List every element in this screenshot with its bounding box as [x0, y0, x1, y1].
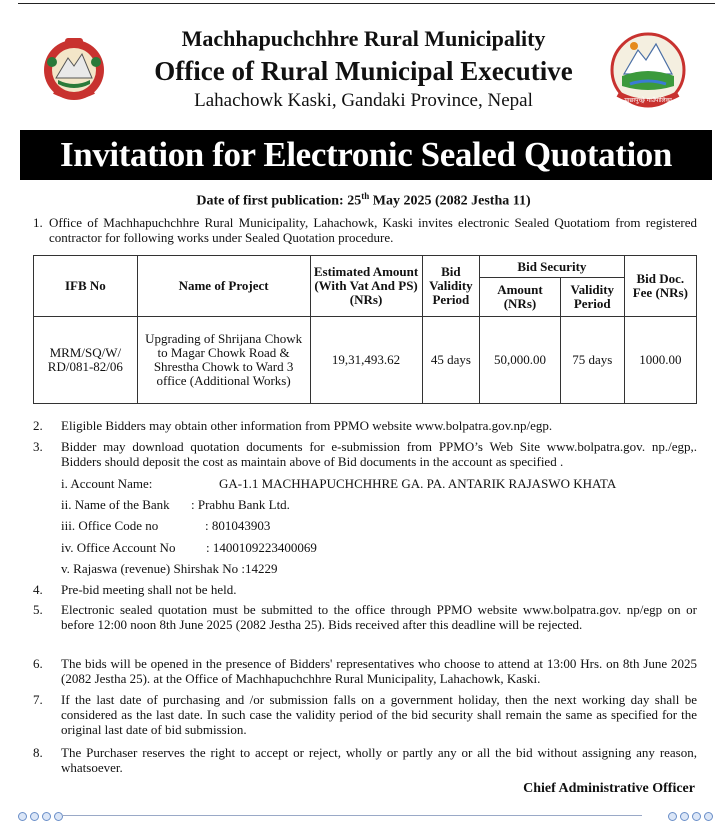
- footer-rule: [62, 815, 642, 816]
- item-text: If the last date of purchasing and /or submission falls on a government holiday, then the next working day shall be considered as the last date. In such case the validity period of the bid security shall remain the same as specified for the original last date of bid submission.: [61, 692, 697, 737]
- item-text: The bids will be opened in the presence of Bidders' representatives who choose to attend at 13:00 Hrs. on 8th June 2025 (2082 Jestha 25). at the Office of Machhapuchchhre Rural Municipality, Lahachowk, Kaski.: [61, 656, 697, 686]
- logo-caption: माछापुच्छ्रे गाउँपालिका: [624, 97, 672, 104]
- item-number: 2.: [33, 418, 43, 433]
- municipality-logo-icon: [608, 30, 688, 110]
- item-number: 6.: [33, 656, 43, 671]
- col-bid-security: Bid Security: [480, 256, 625, 278]
- table-header-row: [34, 256, 697, 278]
- notice-title-banner: Invitation for Electronic Sealed Quotation: [20, 130, 712, 180]
- col-security-validity: Validity Period: [560, 278, 624, 317]
- item-number: 4.: [33, 582, 43, 597]
- municipality-name: Machhapuchchhre Rural Municipality: [181, 26, 546, 51]
- item-text: The Purchaser reserves the right to accept or reject, wholly or partly any or all the bid without assigning any reason, whatsoever.: [61, 745, 697, 775]
- item-text: Bidder may download quotation documents for e-submission from PPMO’s Web Site www.bolpatra.gov. np./egp,. Bidders should deposit the cost as maintain above of Bid documents in the account as specified .: [61, 439, 697, 469]
- col-security-amount: Amount (NRs): [480, 278, 561, 317]
- office-name: Office of Rural Municipal Executive: [154, 56, 573, 86]
- item-number: 3.: [33, 439, 43, 454]
- table-row: [34, 317, 697, 404]
- cell-security-amount: 50,000.00: [480, 317, 561, 404]
- cell-project: Upgrading of Shrijana Chowk to Magar Chowk Road & Shrestha Chowk to Ward 3 office (Additional Works): [137, 317, 310, 404]
- item-number: 8.: [33, 745, 43, 760]
- cell-ifb: MRM/SQ/W/ RD/081-82/06: [34, 317, 138, 404]
- bid-table: [33, 255, 697, 404]
- item-number: 1.: [33, 215, 43, 230]
- col-ifb: IFB No: [34, 256, 138, 317]
- publication-date: Date of first publication: 25th May 2025 (2082 Jestha 11): [196, 191, 531, 209]
- revenue-code-line: v. Rajaswa (revenue) Shirshak No :14229: [61, 561, 278, 576]
- signature-title: Chief Administrative Officer: [523, 781, 695, 796]
- account-name-line: i. Account Name: GA-1.1 MACHHAPUCHCHHRE GA. PA. ANTARIK RAJASWO KHATA: [61, 476, 617, 491]
- item-text: Pre-bid meeting shall not be held.: [61, 582, 237, 597]
- col-fee: Bid Doc. Fee (NRs): [624, 256, 696, 317]
- office-code-line: iii. Office Code no : 801043903: [61, 518, 271, 533]
- item-number: 7.: [33, 692, 43, 707]
- office-address: Lahachowk Kaski, Gandaki Province, Nepal: [194, 90, 533, 111]
- office-account-line: iv. Office Account No : 1400109223400069: [61, 540, 317, 555]
- item-text: Electronic sealed quotation must be submitted to the office through PPMO website www.bolpatra.gov. np/egp on or before 12:00 noon 8th June 2025 (2082 Jestha 25). Bids received after this deadline will be rejected.: [61, 602, 697, 632]
- footer-dots-right: [668, 812, 713, 821]
- cell-validity: 45 days: [422, 317, 480, 404]
- cell-amount: 19,31,493.62: [310, 317, 422, 404]
- bank-name-line: ii. Name of the Bank : Prabhu Bank Ltd.: [61, 497, 290, 512]
- col-amount: Estimated Amount (With Vat And PS) (NRs): [310, 256, 422, 317]
- col-validity: Bid Validity Period: [422, 256, 480, 317]
- cell-fee: 1000.00: [624, 317, 696, 404]
- col-project: Name of Project: [137, 256, 310, 317]
- cell-security-validity: 75 days: [560, 317, 624, 404]
- footer-dots-left: [18, 812, 63, 821]
- item-text: Eligible Bidders may obtain other information from PPMO website www.bolpatra.gov.np/egp.: [61, 418, 553, 433]
- item-number: 5.: [33, 602, 43, 617]
- item-text: Office of Machhapuchchhre Rural Municipality, Lahachowk, Kaski invites electronic Sealed Quotatiom from registered contractor for following works under Sealed Quotation procedure.: [49, 215, 697, 245]
